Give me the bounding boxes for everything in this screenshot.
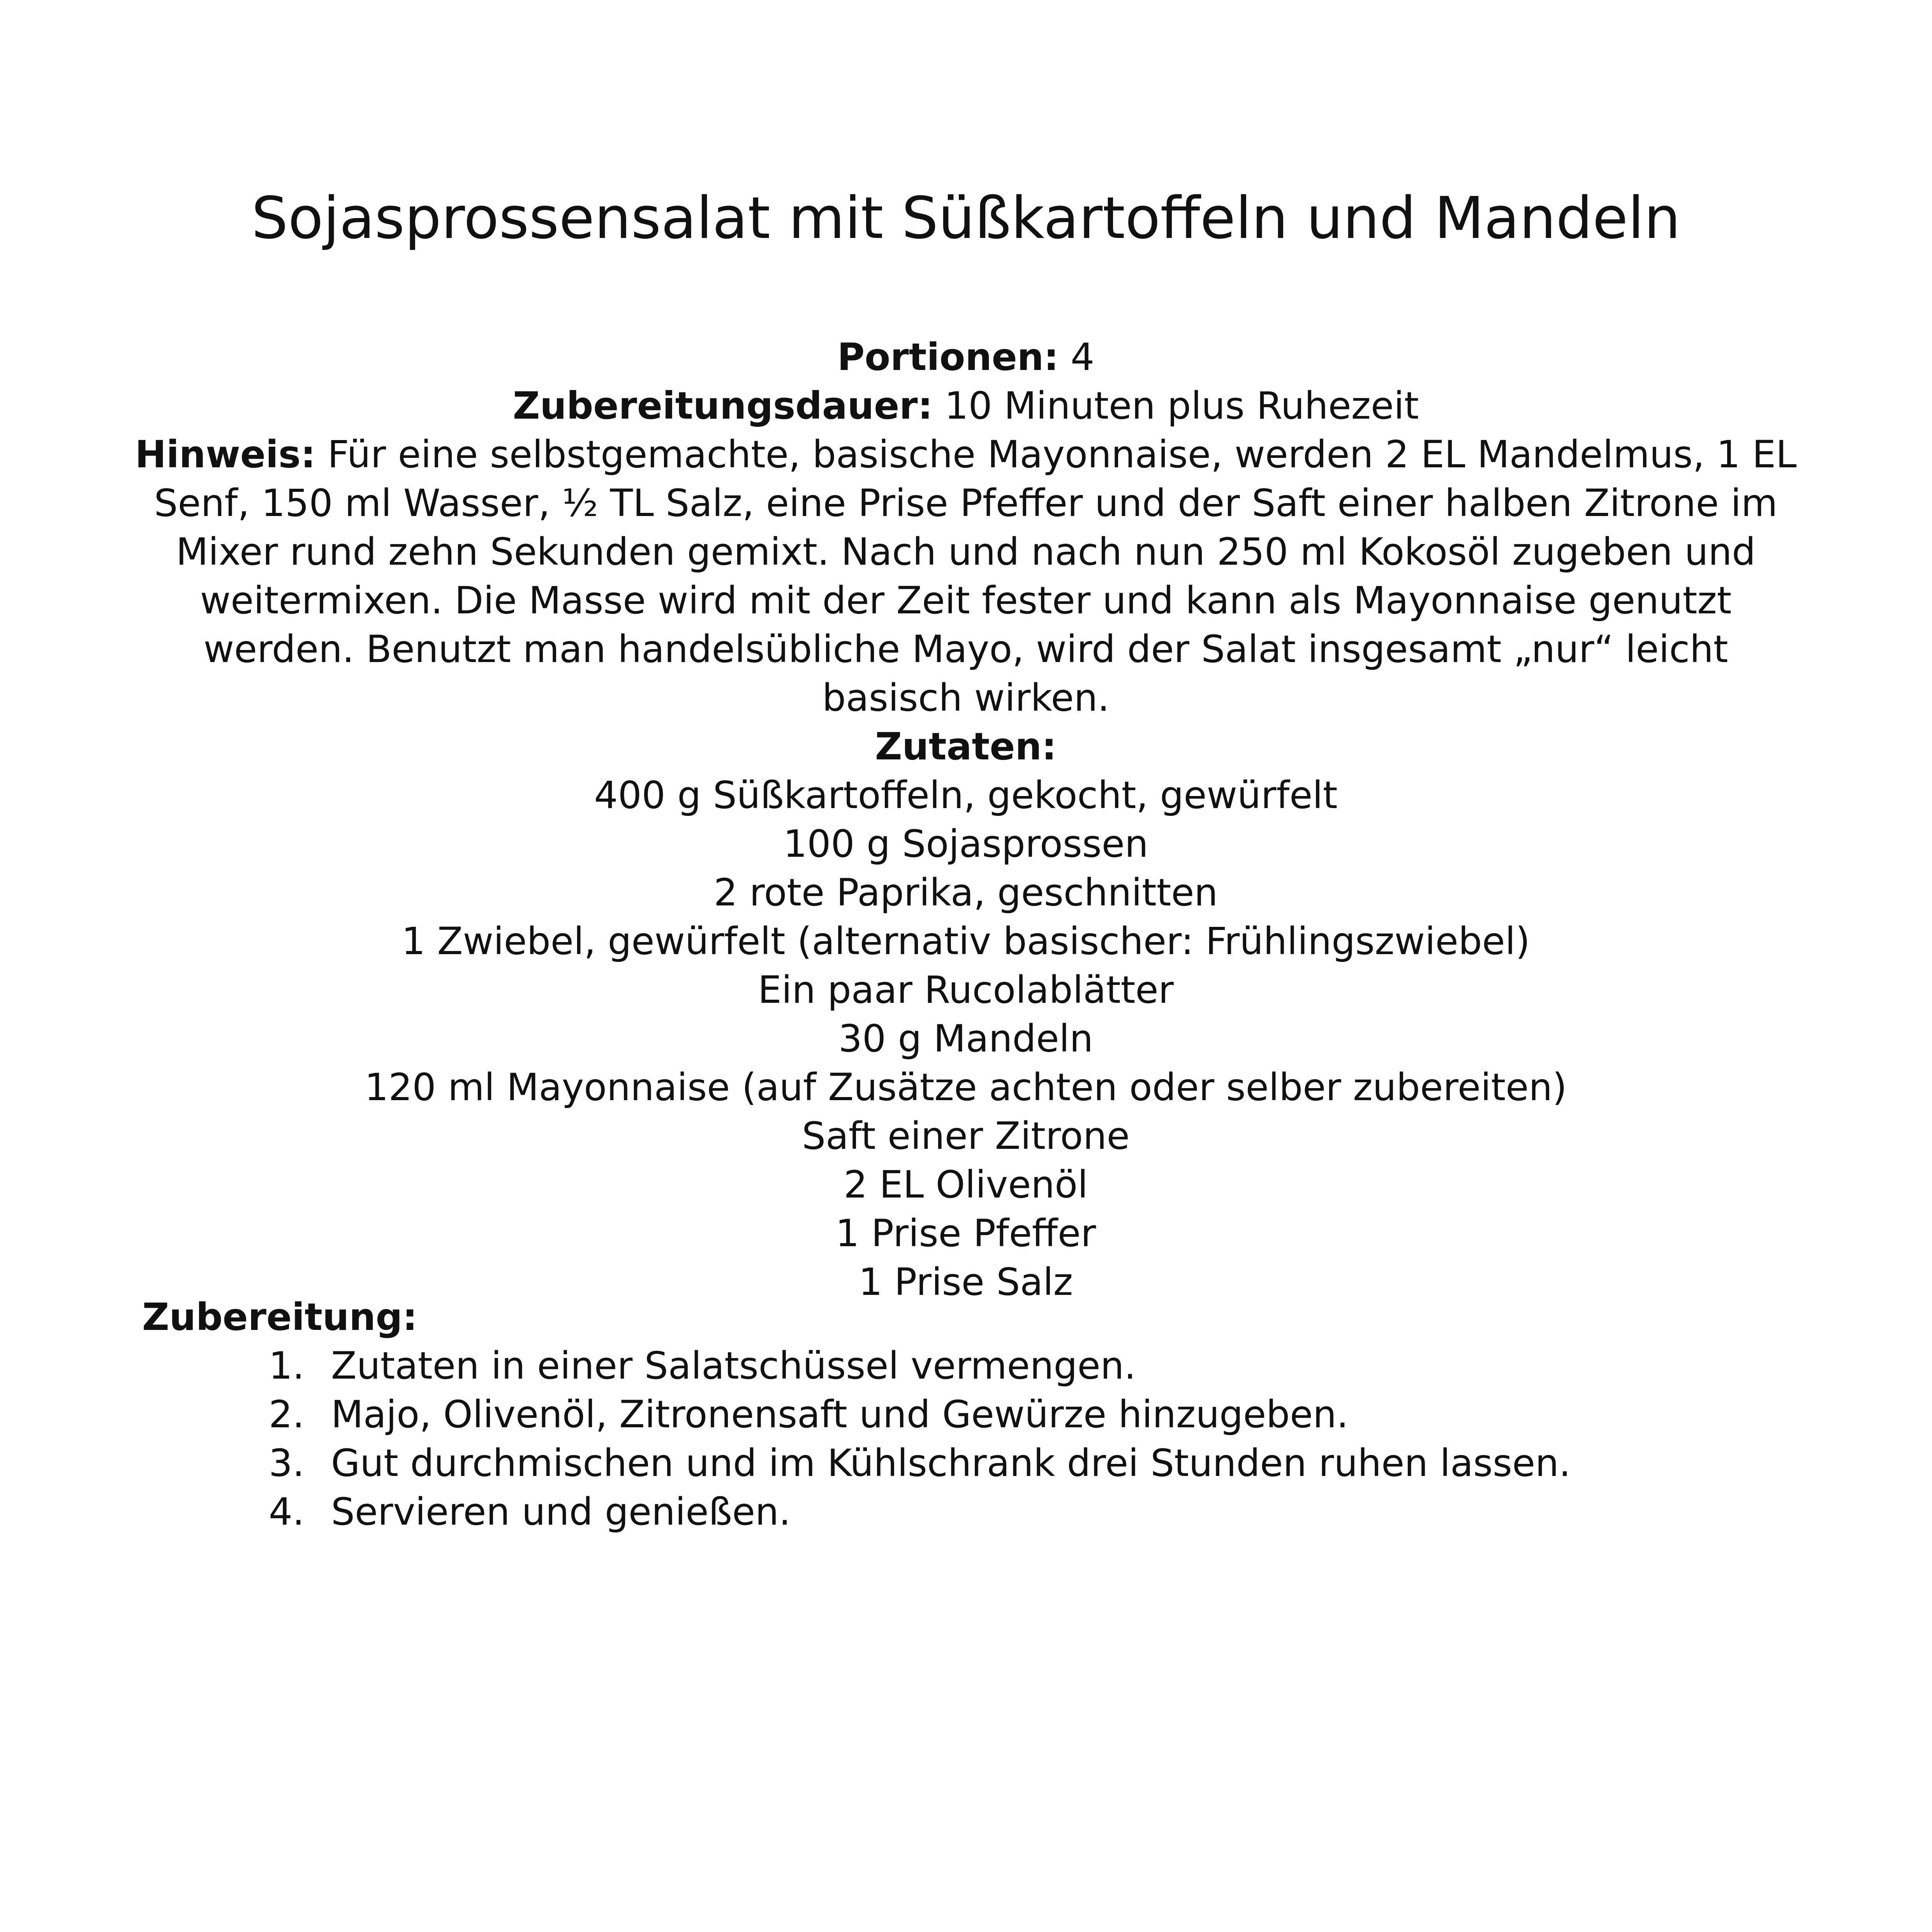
ingredient-item: 120 ml Mayonnaise (auf Zusätze achten oder selber zubereiten): [365, 1066, 1567, 1109]
ingredient-item: 2 rote Paprika, geschnitten: [713, 871, 1218, 914]
step-text: Zutaten in einer Salatschüssel vermengen.: [331, 1344, 1136, 1388]
duration-line: [129, 382, 1803, 430]
step-item: [0, 1342, 1571, 1390]
portions-value: 4: [1071, 335, 1095, 379]
portions-label: Portionen:: [837, 335, 1059, 379]
step-item: [0, 1488, 1571, 1536]
duration-value: 10 Minuten plus Ruhezeit: [944, 384, 1419, 428]
recipe-info-block: [129, 333, 1803, 1307]
duration-label: Zubereitungsdauer:: [512, 384, 933, 428]
ingredient-item: Ein paar Rucolablätter: [758, 968, 1174, 1012]
step-number: 3.: [269, 1441, 305, 1485]
ingredient-item: 100 g Sojasprossen: [783, 822, 1148, 866]
step-text: Gut durchmischen und im Kühlschrank drei Stunden ruhen lassen.: [331, 1441, 1571, 1485]
ingredients-list: [129, 771, 1803, 1307]
step-number: 2.: [269, 1393, 305, 1436]
ingredients-heading: Zutaten:: [875, 725, 1057, 768]
ingredient-item: 30 g Mandeln: [838, 1017, 1094, 1060]
portions-line: [129, 333, 1803, 382]
ingredient-item: 1 Prise Salz: [858, 1260, 1073, 1304]
step-text: Servieren und genießen.: [331, 1490, 791, 1534]
ingredient-item: Saft einer Zitrone: [802, 1114, 1130, 1158]
step-item: [0, 1439, 1571, 1488]
note-label: Hinweis:: [135, 433, 316, 476]
note-paragraph: [129, 430, 1803, 722]
step-number: 4.: [269, 1490, 305, 1534]
ingredient-item: 1 Prise Pfeffer: [835, 1212, 1096, 1255]
step-number: 1.: [269, 1344, 305, 1388]
ingredient-item: 2 EL Olivenöl: [844, 1163, 1088, 1206]
step-text: Majo, Olivenöl, Zitronensaft und Gewürze hinzugeben.: [331, 1393, 1349, 1436]
ingredient-item: 400 g Süßkartoffeln, gekocht, gewürfelt: [594, 773, 1338, 817]
step-item: [0, 1390, 1571, 1439]
recipe-title: Sojasprossensalat mit Süßkartoffeln und Mandeln: [251, 185, 1681, 252]
note-text: Für eine selbstgemachte, basische Mayonnaise, werden 2 EL Mandelmus, 1 EL Senf, 150 ml Wasser, ½ TL Salz, eine Prise Pfeffer und der Saft einer halben Zitrone im Mixer rund zehn Sekunden gemixt. Nach und nach nun 250 ml Kokosöl zugeben und weitermixen. Die Masse wird mit der Zeit fester und kann als Mayonnaise genutzt werden. Benutzt man handelsübliche Mayo, wird der Salat insgesamt „nur“ leicht basisch wirken.: [154, 433, 1797, 720]
ingredient-item: 1 Zwiebel, gewürfelt (alternativ basischer: Frühlingszwiebel): [402, 919, 1530, 963]
preparation-steps: [0, 1342, 1571, 1536]
preparation-heading: Zubereitung:: [142, 1295, 417, 1339]
